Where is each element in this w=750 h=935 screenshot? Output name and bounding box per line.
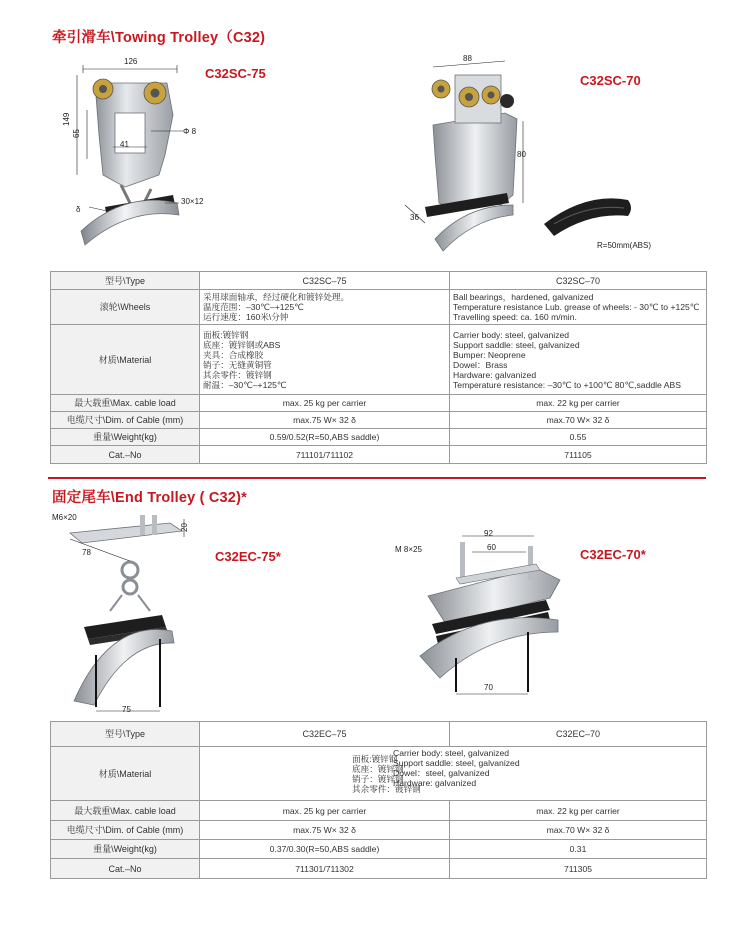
load-b: max. 22 kg per carrier (450, 395, 707, 412)
material-a-line: 销子：无缝黄铜管 (203, 359, 272, 370)
towing-spec-table (50, 271, 707, 464)
cat-b: 711105 (450, 446, 707, 464)
wheels-a-line: 运行速度：160米\分钟 (203, 312, 289, 322)
material-b-line: Hardware: galvanized (453, 369, 537, 380)
weight-label: 重量\Weight(kg) (51, 840, 200, 859)
wheels-a-line: 温度范围：–30℃–+125℃ (203, 302, 304, 312)
material-a-line: 底座：镀锌钢 (352, 763, 404, 774)
table-row (51, 429, 707, 446)
table-row (51, 747, 707, 801)
dim-depth-b: 36 (410, 213, 419, 222)
load-a: max. 25 kg per carrier (200, 801, 450, 821)
dim-width-b: 88 (463, 54, 472, 63)
weight-b: 0.31 (450, 840, 707, 859)
material-label: 材质\Material (51, 747, 200, 801)
cable-dim-label: 电缆尺寸\Dim. of Cable (mm) (51, 412, 200, 429)
material-b-line: Support saddle: steel, galvanized (393, 758, 520, 768)
weight-a: 0.37/0.30(R=50,ABS saddle) (200, 840, 450, 859)
material-a-line: 耐温：–30℃–+125℃ (203, 379, 287, 390)
material-a-line: 底座：镀锌钢或ABS (203, 339, 281, 350)
table-row (51, 446, 707, 464)
table-row (51, 821, 707, 840)
dim-height-end: 20 (180, 523, 189, 532)
material-a-line: 面板:镀锌钢 (352, 753, 398, 764)
table-row (51, 801, 707, 821)
table-row (51, 272, 707, 290)
load-label: 最大载重\Max. cable load (51, 395, 200, 412)
load-label: 最大载重\Max. cable load (51, 801, 200, 821)
dim-window: 65 (72, 129, 81, 138)
material-b-line: Temperature resistance: –30℃ to +100℃ 80℃,saddle ABS (453, 379, 681, 390)
material-b-line: Carrier body: steel, galvanized (453, 329, 570, 340)
towing-section-title: 牵引滑车\Towing Trolley（C32) (52, 30, 266, 46)
section-divider (48, 477, 706, 479)
weight-b: 0.55 (450, 429, 707, 446)
model-c32ec-70-label: C32EC-70* (580, 547, 646, 562)
dim-width: 126 (124, 57, 138, 66)
type-label: 型号\Type (51, 272, 200, 290)
dim-inner: 41 (120, 140, 129, 149)
material-a-line: 夹具：合成橡胶 (203, 349, 264, 360)
dim-height-b: 80 (517, 150, 526, 159)
material-a-line: 其余零件：镀锌钢 (352, 783, 421, 794)
material-b-line: Hardware: galvanized (393, 778, 477, 788)
c32sc-70-drawing (395, 55, 535, 255)
type-b: C32EC–70 (450, 722, 707, 747)
dim-base-b: 70 (484, 683, 493, 692)
material-b-line: Bumper: Neoprene (453, 349, 526, 360)
cat-a: 711301/711302 (200, 859, 450, 879)
weight-a: 0.59/0.52(R=50,ABS saddle) (200, 429, 450, 446)
end-section-title: 固定尾车\End Trolley ( C32)* (52, 490, 247, 506)
material-b (450, 325, 707, 395)
dim-base-end: 75 (122, 705, 131, 714)
dim-bolt-b: M 8×25 (395, 545, 422, 554)
cat-b: 711305 (450, 859, 707, 879)
dim-bolt: M6×20 (52, 513, 77, 522)
table-row (51, 859, 707, 879)
model-c32ec-75-label: C32EC-75* (215, 549, 281, 564)
abs-saddle-drawing (540, 190, 640, 240)
table-row (51, 722, 707, 747)
model-c32sc-70-label: C32SC-70 (580, 73, 641, 88)
wheels-label: 滚轮\Wheels (51, 290, 200, 325)
material-b-line: Carrier body: steel, galvanized (393, 748, 510, 758)
load-b: max. 22 kg per carrier (450, 801, 707, 821)
type-b: C32SC–70 (450, 272, 707, 290)
cat-label: Cat.–No (51, 446, 200, 464)
type-label: 型号\Type (51, 722, 200, 747)
end-material-b (393, 748, 520, 788)
cat-label: Cat.–No (51, 859, 200, 879)
dim-phi: Φ 8 (183, 127, 197, 136)
material-b-line: Dowel：steel, galvanized (393, 768, 490, 778)
material-b-line: Support saddle: steel, galvanized (453, 339, 580, 350)
load-a: max. 25 kg per carrier (200, 395, 450, 412)
wheels-b-line: Temperature resistance Lub. grease of wheels: - 30℃ to +125℃ (453, 302, 700, 312)
model-c32sc-75-label: C32SC-75 (205, 66, 266, 81)
end-spec-table (50, 721, 707, 879)
wheels-b-line: Ball bearings，hardened, galvanized (453, 292, 594, 302)
wheels-a (200, 290, 450, 325)
type-a: C32SC–75 (200, 272, 450, 290)
cable-dim-b: max.70 W× 32 δ (450, 821, 707, 840)
dim-outer-b: 92 (484, 529, 493, 538)
material-label: 材质\Material (51, 325, 200, 395)
table-row (51, 395, 707, 412)
material-a-line: 其余零件：镀锌钢 (203, 369, 272, 380)
wheels-b (450, 290, 707, 325)
cable-dim-b: max.70 W× 32 δ (450, 412, 707, 429)
material-a (200, 325, 450, 395)
material-a (200, 753, 421, 795)
type-a: C32EC–75 (200, 722, 450, 747)
material-b-line: Dowel：Brass (453, 359, 508, 370)
material-a-line: 销子：镀锌钢 (352, 773, 404, 784)
dim-width-end: 78 (82, 548, 91, 557)
table-row (51, 412, 707, 429)
table-row (51, 290, 707, 325)
cable-dim-a: max.75 W× 32 δ (200, 821, 450, 840)
cable-dim-a: max.75 W× 32 δ (200, 412, 450, 429)
dim-height: 149 (62, 112, 71, 126)
dim-bracket: 30×12 (181, 197, 204, 206)
cat-a: 711101/711102 (200, 446, 450, 464)
c32sc-75-drawing (55, 55, 225, 265)
dim-delta: δ (76, 205, 81, 214)
material-a-line: 面板:镀锌钢 (203, 329, 249, 340)
table-row (51, 840, 707, 859)
wheels-b-line: Travelling speed: ca. 160 m/min. (453, 312, 577, 322)
table-row (51, 325, 707, 395)
c32ec-75-drawing (50, 515, 220, 715)
wheels-a-line: 采用球面轴承，经过硬化和镀锌处理。 (203, 292, 350, 302)
dim-radius: R=50mm(ABS) (597, 241, 652, 250)
dim-inner-b: 60 (487, 543, 496, 552)
c32ec-70-drawing (410, 528, 570, 698)
weight-label: 重量\Weight(kg) (51, 429, 200, 446)
cable-dim-label: 电缆尺寸\Dim. of Cable (mm) (51, 821, 200, 840)
